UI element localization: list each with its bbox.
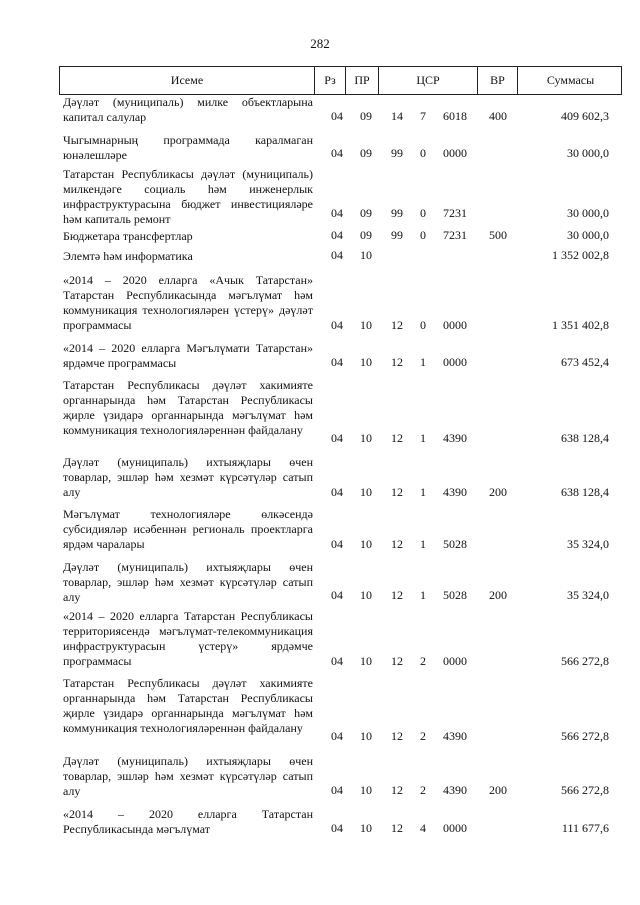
row-csr-3: 4390 bbox=[443, 783, 467, 797]
row-description: Дәүләт (муниципаль) ихтыяҗлары өчен товарлар, эшләр һәм хезмәт күрсәтүләр сатып алу bbox=[63, 455, 313, 499]
row-csr-3: 0000 bbox=[443, 821, 467, 835]
table-row bbox=[59, 167, 622, 225]
header-vr: ВР bbox=[478, 67, 518, 94]
table-row bbox=[59, 676, 622, 748]
row-pr: 09 bbox=[360, 146, 372, 160]
row-csr-1: 12 bbox=[391, 485, 403, 499]
row-vr: 200 bbox=[489, 588, 507, 602]
row-description: «2014 – 2020 елларга Татарстан Республикасы территориясендә мәгълүмат-телекоммуникация инфраструктурасын үстерү» ярдәмче программасы bbox=[63, 609, 313, 668]
row-csr-1: 12 bbox=[391, 431, 403, 445]
row-sum: 35 324,0 bbox=[567, 588, 609, 602]
header-pr: ПР bbox=[346, 67, 379, 94]
row-csr-2: 2 bbox=[420, 654, 426, 668]
row-pr: 10 bbox=[360, 248, 372, 262]
header-csr: ЦСР bbox=[379, 67, 478, 94]
row-description: «2014 – 2020 елларга Татарстан Республикасында мәгълүмат bbox=[63, 807, 313, 836]
row-vr: 500 bbox=[489, 228, 507, 242]
row-pr: 09 bbox=[360, 206, 372, 220]
row-sum: 566 272,8 bbox=[561, 783, 609, 797]
row-csr-1: 12 bbox=[391, 654, 403, 668]
row-csr-1: 12 bbox=[391, 318, 403, 332]
row-pr: 09 bbox=[360, 228, 372, 242]
row-sum: 409 602,3 bbox=[561, 109, 609, 123]
row-sum: 1 351 402,8 bbox=[552, 318, 609, 332]
row-csr-3: 0000 bbox=[443, 654, 467, 668]
row-csr-1: 99 bbox=[391, 228, 403, 242]
row-csr-1: 99 bbox=[391, 206, 403, 220]
row-csr-1: 12 bbox=[391, 783, 403, 797]
row-csr-2: 1 bbox=[420, 588, 426, 602]
row-rz: 04 bbox=[331, 228, 343, 242]
row-csr-1: 12 bbox=[391, 729, 403, 743]
row-description: Элемтә һәм информатика bbox=[63, 249, 193, 263]
row-sum: 35 324,0 bbox=[567, 537, 609, 551]
row-csr-3: 7231 bbox=[443, 206, 467, 220]
table-row bbox=[59, 273, 622, 337]
row-csr-2: 1 bbox=[420, 355, 426, 369]
row-rz: 04 bbox=[331, 206, 343, 220]
row-csr-3: 4390 bbox=[443, 485, 467, 499]
row-pr: 10 bbox=[360, 537, 372, 551]
table-row bbox=[59, 341, 622, 374]
table-row bbox=[59, 229, 622, 247]
row-sum: 30 000,0 bbox=[567, 146, 609, 160]
table-row bbox=[59, 807, 622, 840]
table-row bbox=[59, 754, 622, 802]
row-description: Татарстан Республикасы дәүләт хакимияте органнарында һәм Татарстан Республикасы җирле үзидарә органнарында мәгълүмат һәм коммуникация технологияләреннән файдалану bbox=[63, 378, 313, 437]
row-vr: 200 bbox=[489, 783, 507, 797]
row-sum: 638 128,4 bbox=[561, 485, 609, 499]
row-pr: 10 bbox=[360, 821, 372, 835]
row-rz: 04 bbox=[331, 588, 343, 602]
row-csr-3: 5028 bbox=[443, 537, 467, 551]
table-header bbox=[59, 66, 622, 95]
table-row bbox=[59, 609, 622, 673]
row-rz: 04 bbox=[331, 537, 343, 551]
table-row bbox=[59, 249, 622, 267]
row-csr-3: 0000 bbox=[443, 318, 467, 332]
row-csr-1: 12 bbox=[391, 588, 403, 602]
row-csr-3: 5028 bbox=[443, 588, 467, 602]
row-csr-1: 12 bbox=[391, 355, 403, 369]
row-description: «2014 – 2020 елларга Мәгълүмати Татарстан» ярдәмче программасы bbox=[63, 341, 313, 370]
row-csr-2: 7 bbox=[420, 109, 426, 123]
row-description: Бюджетара трансфертлар bbox=[63, 229, 193, 243]
row-csr-1: 12 bbox=[391, 821, 403, 835]
table-row bbox=[59, 133, 622, 165]
row-vr: 200 bbox=[489, 485, 507, 499]
row-pr: 10 bbox=[360, 431, 372, 445]
row-description: Дәүләт (муниципаль) милке объектларына капитал салулар bbox=[63, 95, 313, 124]
row-csr-1: 99 bbox=[391, 146, 403, 160]
row-rz: 04 bbox=[331, 485, 343, 499]
row-pr: 10 bbox=[360, 783, 372, 797]
row-sum: 111 677,6 bbox=[561, 821, 609, 835]
row-rz: 04 bbox=[331, 146, 343, 160]
row-description: Татарстан Республикасы дәүләт (муниципаль) милкендәге социаль һәм инженерлык инфраструктурасына бюджет инвестицияләре һәм капиталь ремонт bbox=[63, 167, 313, 226]
row-pr: 10 bbox=[360, 729, 372, 743]
row-csr-2: 2 bbox=[420, 783, 426, 797]
row-rz: 04 bbox=[331, 821, 343, 835]
row-pr: 10 bbox=[360, 355, 372, 369]
row-sum: 1 352 002,8 bbox=[552, 248, 609, 262]
row-csr-3: 4390 bbox=[443, 729, 467, 743]
row-description: Чыгымнарның программада каралмаган юнәлешләре bbox=[63, 133, 313, 162]
row-rz: 04 bbox=[331, 783, 343, 797]
row-pr: 10 bbox=[360, 485, 372, 499]
row-csr-3: 6018 bbox=[443, 109, 467, 123]
table-row bbox=[59, 507, 622, 556]
row-pr: 10 bbox=[360, 654, 372, 668]
row-rz: 04 bbox=[331, 355, 343, 369]
row-csr-2: 2 bbox=[420, 729, 426, 743]
row-pr: 09 bbox=[360, 109, 372, 123]
row-description: Мәгълүмат технологияләре өлкәсендә субсидияләр исәбеннән региональ проектларга ярдәм чаралары bbox=[63, 507, 313, 551]
row-description: Дәүләт (муниципаль) ихтыяҗлары өчен товарлар, эшләр һәм хезмәт күрсәтүләр сатып алу bbox=[63, 560, 313, 604]
row-rz: 04 bbox=[331, 109, 343, 123]
row-rz: 04 bbox=[331, 318, 343, 332]
row-csr-3: 0000 bbox=[443, 146, 467, 160]
row-vr: 400 bbox=[489, 109, 507, 123]
row-sum: 566 272,8 bbox=[561, 654, 609, 668]
row-csr-2: 1 bbox=[420, 537, 426, 551]
row-rz: 04 bbox=[331, 729, 343, 743]
row-csr-3: 4390 bbox=[443, 431, 467, 445]
row-csr-1: 14 bbox=[391, 109, 403, 123]
row-pr: 10 bbox=[360, 318, 372, 332]
row-sum: 30 000,0 bbox=[567, 228, 609, 242]
row-sum: 673 452,4 bbox=[561, 355, 609, 369]
row-csr-2: 1 bbox=[420, 431, 426, 445]
row-rz: 04 bbox=[331, 248, 343, 262]
row-csr-2: 0 bbox=[420, 318, 426, 332]
table-row bbox=[59, 455, 622, 504]
header-rz: Рз bbox=[315, 67, 346, 94]
row-csr-2: 1 bbox=[420, 485, 426, 499]
row-csr-3: 7231 bbox=[443, 228, 467, 242]
table-row bbox=[59, 378, 622, 450]
row-csr-2: 0 bbox=[420, 146, 426, 160]
header-sum: Суммасы bbox=[546, 73, 595, 87]
page-number: 282 bbox=[310, 36, 330, 51]
row-csr-2: 4 bbox=[420, 821, 426, 835]
row-csr-2: 0 bbox=[420, 228, 426, 242]
row-csr-1: 12 bbox=[391, 537, 403, 551]
row-pr: 10 bbox=[360, 588, 372, 602]
row-csr-3: 0000 bbox=[443, 355, 467, 369]
row-rz: 04 bbox=[331, 654, 343, 668]
row-csr-2: 0 bbox=[420, 206, 426, 220]
row-sum: 30 000,0 bbox=[567, 206, 609, 220]
table-row bbox=[59, 560, 622, 607]
row-description: Дәүләт (муниципаль) ихтыяҗлары өчен товарлар, эшләр һәм хезмәт күрсәтүләр сатып алу bbox=[63, 754, 313, 798]
header-name: Исеме bbox=[60, 67, 315, 94]
table-row bbox=[59, 95, 622, 128]
row-sum: 566 272,8 bbox=[561, 729, 609, 743]
row-sum: 638 128,4 bbox=[561, 431, 609, 445]
row-rz: 04 bbox=[331, 431, 343, 445]
row-description: Татарстан Республикасы дәүләт хакимияте органнарында һәм Татарстан Республикасы җирле үзидарә органнарында мәгълүмат һәм коммуникация технологияләреннән файдалану bbox=[63, 676, 313, 735]
row-description: «2014 – 2020 елларга «Ачык Татарстан» Татарстан Республикасында мәгълүмат һәм коммуникация технологияләрен үстерү» дәүләт программасы bbox=[63, 273, 313, 332]
